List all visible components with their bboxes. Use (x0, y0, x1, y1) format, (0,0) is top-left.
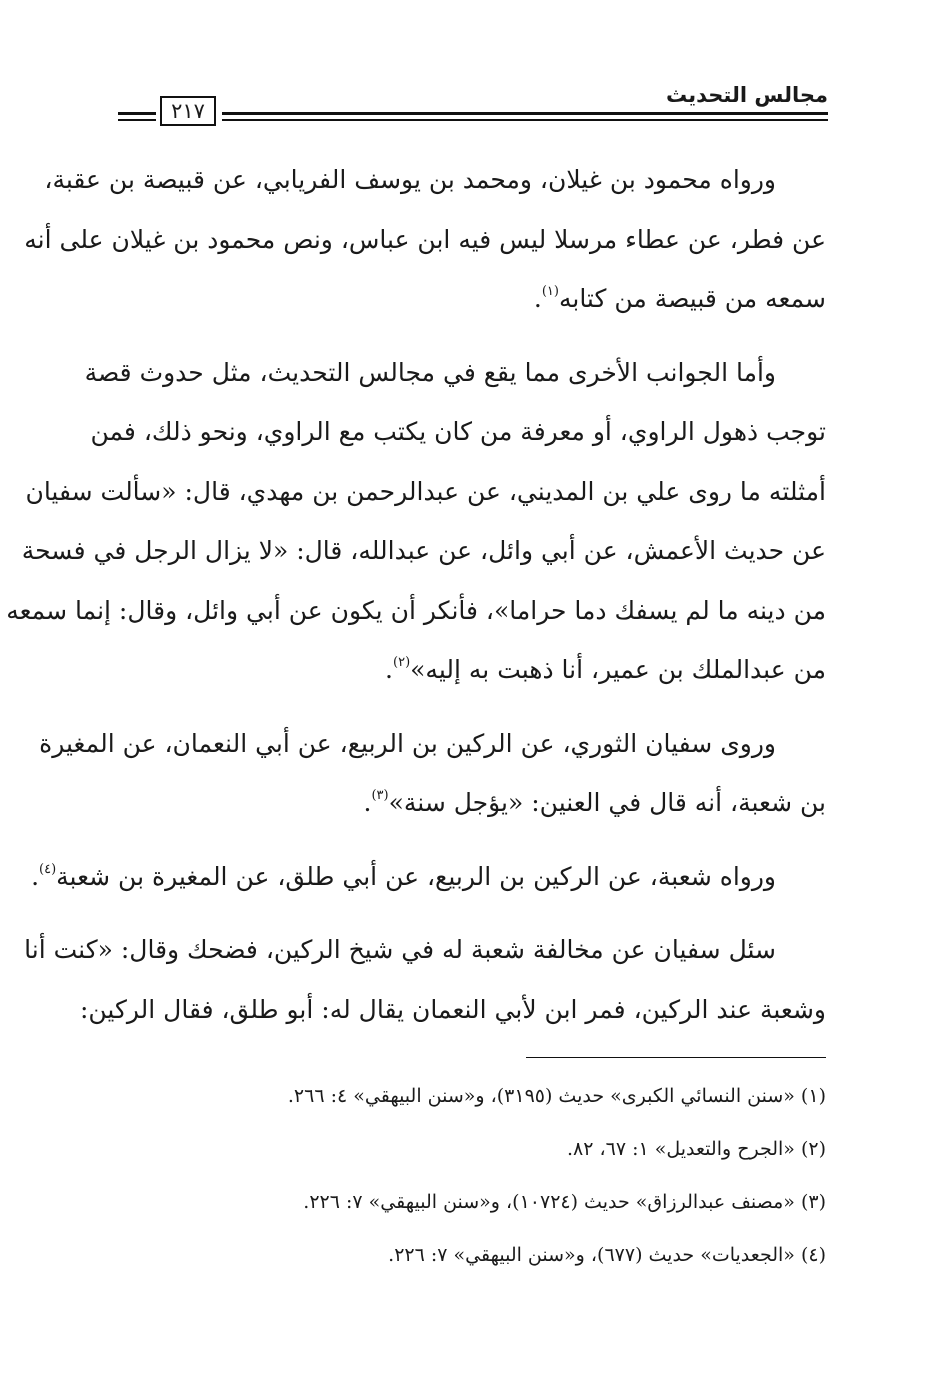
footnotes (118, 1076, 826, 1288)
footnote-separator (526, 1057, 826, 1058)
paragraph-4 (31, 847, 826, 907)
line-text: بن شعبة، أنه قال في العنين: «يؤجل سنة» (388, 788, 826, 817)
header-rule-left-thin (118, 119, 156, 121)
running-title: مجالس التحديث (666, 83, 828, 107)
text-line (118, 640, 826, 700)
text-line: ورواه محمود بن غيلان، ومحمد بن يوسف الفريابي، عن قبيصة بن عقبة، (44, 165, 776, 194)
text-line: عن حديث الأعمش، عن أبي وائل، عن عبدالله، قال: «لا يزال الرجل في فسحة (21, 536, 826, 565)
line-text: ورواه شعبة، عن الركين بن الربيع، عن أبي طلق، عن المغيرة بن شعبة (56, 861, 776, 891)
text-line: عن فطر، عن عطاء مرسلا ليس فيه ابن عباس، ونص محمود بن غيلان على أنه (24, 224, 826, 254)
line-text: من عبدالملك بن عمير، أنا ذهبت به إليه» (410, 655, 826, 684)
footnote-4: (٤) «الجعديات» حديث (٦٧٧)، و«سنن البيهقي» ٧: ٢٢٦. (388, 1244, 826, 1266)
text-line: توجب ذهول الراوي، أو معرفة من كان يكتب مع الراوي، ونحو ذلك، فمن (90, 417, 826, 446)
footnote-1: (١) «سنن النسائي الكبرى» حديث (٣١٩٥)، و«سنن البيهقي» ٤: ٢٦٦. (287, 1085, 826, 1107)
text-line: سئل سفيان عن مخالفة شعبة له في شيخ الركين، فضحك وقال: «كنت أنا (24, 935, 776, 964)
footnote-marker: (٤) (39, 861, 57, 877)
page-number: ٢١٧ (160, 96, 216, 126)
page-header (118, 78, 828, 128)
text-line (118, 269, 826, 329)
footnote-2: (٢) «الجرح والتعديل» ١: ٦٧، ٨٢. (566, 1138, 826, 1160)
line-end: . (533, 284, 542, 313)
paragraph-3 (39, 714, 826, 833)
text-line: وأما الجوانب الأخرى مما يقع في مجالس التحديث، مثل حدوث قصة (84, 357, 776, 387)
header-rule-thick (222, 112, 828, 115)
paragraph-5 (24, 920, 826, 1039)
footnote-marker: (٢) (393, 655, 411, 670)
footnote-3: (٣) «مصنف عبدالرزاق» حديث (١٠٧٢٤)، و«سنن البيهقي» ٧: ٢٢٦. (303, 1191, 826, 1213)
text-line (118, 773, 826, 833)
header-rule-left-thick (118, 112, 156, 115)
footnote-marker: (١) (541, 284, 559, 299)
line-end: . (363, 788, 372, 817)
text-line: وروى سفيان الثوري، عن الركين بن الربيع، عن أبي النعمان، عن المغيرة (39, 728, 776, 758)
paragraph-2 (6, 343, 826, 700)
line-end: . (31, 861, 40, 891)
paragraph-1 (24, 150, 826, 329)
line-end: . (385, 655, 393, 684)
line-text: سمعه من قبيصة من كتابه (558, 284, 826, 313)
text-line (31, 847, 826, 907)
main-text (6, 150, 826, 1039)
text-line: من دينه ما لم يسفك دما حراما»، فأنكر أن يكون عن أبي وائل، وقال: إنما سمعه (6, 595, 826, 625)
text-line: أمثلته ما روى علي بن المديني، عن عبدالرحمن بن مهدي، قال: «سألت سفيان (25, 476, 826, 506)
footnote-marker: (٣) (371, 788, 389, 803)
text-line: وشعبة عند الركين، فمر ابن لأبي النعمان يقال له: أبو طلق، فقال الركين: (79, 994, 826, 1024)
header-rule-thin (222, 119, 828, 121)
